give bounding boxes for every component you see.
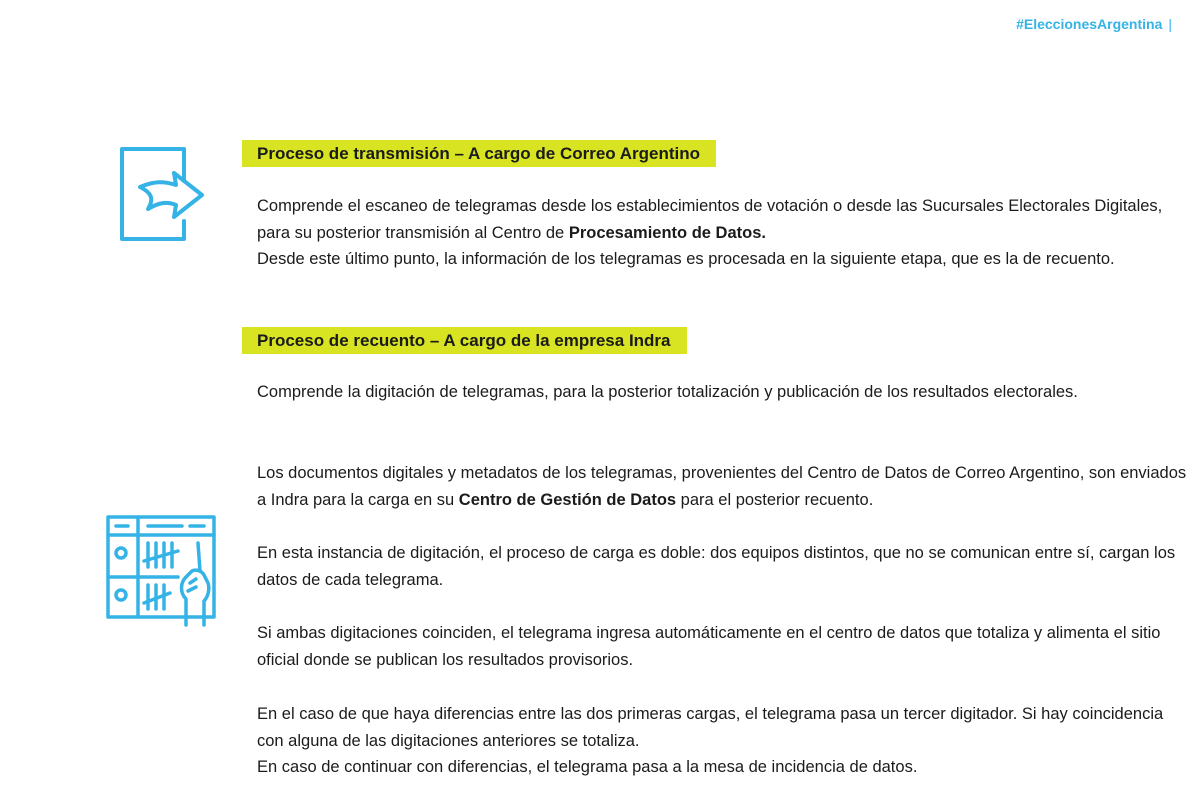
document-arrow-icon — [118, 143, 208, 243]
tally-board-hand-icon — [104, 513, 218, 629]
paragraph-recuento-1: Comprende la digitación de telegramas, para la posterior totalización y publicación de los resultados electorales. — [257, 383, 1078, 401]
section-heading-recuento: Proceso de recuento – A cargo de la empresa Indra — [242, 327, 687, 354]
paragraph-transmision-1: Comprende el escaneo de telegramas desde los establecimientos de votación o desde las Sucursales Electorales Digitales, para su posterior transmisión al Centro de Procesamiento de Datos. Desde este último punto, la información de los telegramas es procesada en la siguiente etapa, que es la de recuento. — [257, 197, 1163, 268]
section-heading-transmision: Proceso de transmisión – A cargo de Correo Argentino — [242, 140, 716, 167]
paragraph-recuento-4: Si ambas digitaciones coinciden, el telegrama ingresa automáticamente en el centro de datos que totaliza y alimenta el sitio oficial donde se publican los resultados provisorios. — [257, 624, 1161, 669]
bold-procesamiento-datos: Procesamiento de Datos. — [568, 223, 766, 242]
bold-centro-gestion-datos: Centro de Gestión de Datos — [458, 490, 677, 509]
paragraph-transmision-2: Desde este último punto, la información de los telegramas es procesada en la siguiente etapa, que es la de recuento. — [257, 250, 1115, 268]
paragraph-recuento-3: En esta instancia de digitación, el proceso de carga es doble: dos equipos distintos, que no se comunican entre sí, cargan los datos de cada telegrama. — [257, 544, 1176, 589]
hashtag-header — [1016, 16, 1172, 32]
paragraph-recuento-2: Los documentos digitales y metadatos de los telegramas, provenientes del Centro de Datos de Correo Argentino, son enviados a Indra para la carga en su Centro de Gestión de Datos para el posterior recuento. — [257, 464, 1187, 509]
paragraph-recuento-6: En caso de continuar con diferencias, el telegrama pasa a la mesa de incidencia de datos. — [257, 758, 918, 776]
header-separator: | — [1168, 16, 1172, 32]
paragraph-recuento-5: En el caso de que haya diferencias entre las dos primeras cargas, el telegrama pasa un tercer digitador. Si hay coincidencia con alguna de las digitaciones anteriores se totaliza. En caso de continuar con diferencias, el telegrama pasa a la mesa de incidencia de datos. — [257, 705, 1164, 776]
hashtag-text: #EleccionesArgentina — [1016, 16, 1163, 32]
